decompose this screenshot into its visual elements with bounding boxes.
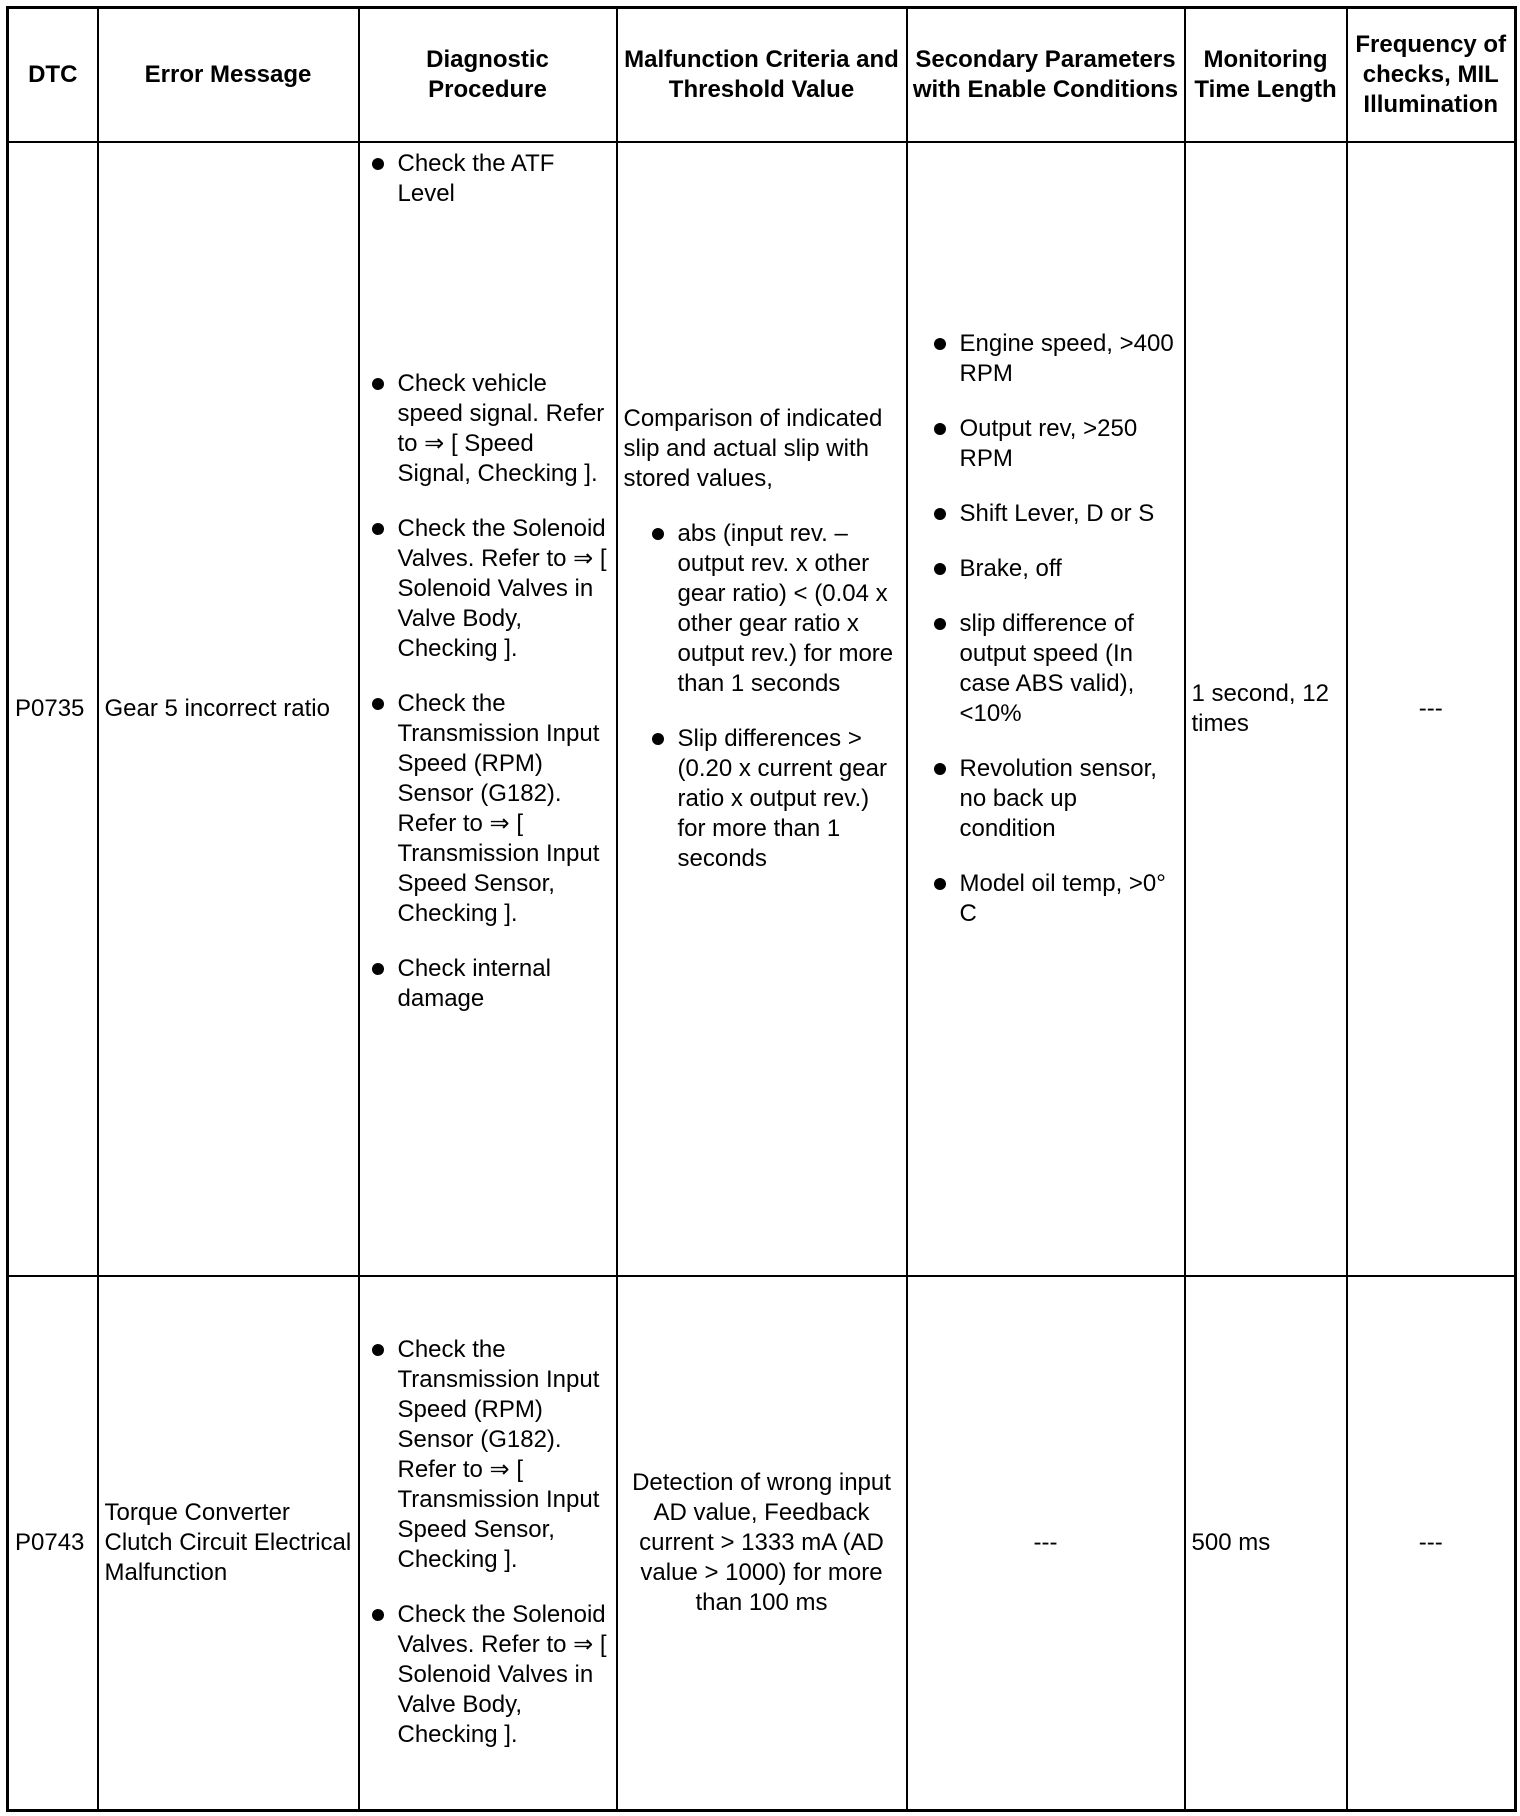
list-item: Check the Transmission Input Speed (RPM) Sensor (G182). Refer to ⇒ [ Transmission Input Speed Sensor, Checking ]. — [366, 1335, 610, 1575]
table-row — [8, 1276, 1516, 1811]
error-message: Gear 5 incorrect ratio — [98, 142, 359, 1276]
diagnostic-procedure — [359, 1276, 617, 1811]
list-item: Shift Lever, D or S — [928, 499, 1178, 529]
list-item: Check the Transmission Input Speed (RPM) Sensor (G182). Refer to ⇒ [ Transmission Input Speed Sensor, Checking ]. — [366, 689, 610, 929]
monitoring-time: 500 ms — [1185, 1276, 1347, 1811]
header-secondary-parameters: Secondary Parameters with Enable Conditions — [907, 8, 1185, 142]
dtc-table — [6, 6, 1517, 1812]
secondary-parameters: --- — [907, 1276, 1185, 1811]
header-row — [8, 8, 1516, 142]
secondary-parameters — [907, 142, 1185, 1276]
list-item: Output rev, >250 RPM — [928, 414, 1178, 474]
dtc-code: P0735 — [8, 142, 98, 1276]
list-item: Slip differences > (0.20 x current gear ratio x output rev.) for more than 1 seconds — [638, 724, 900, 874]
list-item: Check vehicle speed signal. Refer to ⇒ [ Speed Signal, Checking ]. — [366, 369, 610, 489]
error-message: Torque Converter Clutch Circuit Electrical Malfunction — [98, 1276, 359, 1811]
dtc-code: P0743 — [8, 1276, 98, 1811]
criteria-list — [638, 519, 900, 874]
procedure-list — [366, 149, 610, 1014]
list-item: Model oil temp, >0° C — [928, 869, 1178, 929]
header-monitoring-time: Monitoring Time Length — [1185, 8, 1347, 142]
frequency: --- — [1347, 142, 1516, 1276]
list-item: Engine speed, >400 RPM — [928, 329, 1178, 389]
secondary-list — [918, 329, 1178, 929]
list-item: Check the ATF Level — [366, 149, 610, 209]
header-malfunction-criteria: Malfunction Criteria and Threshold Value — [617, 8, 907, 142]
header-dtc: DTC — [8, 8, 98, 142]
list-item: abs (input rev. – output rev. x other gear ratio) < (0.04 x other gear ratio x output rev.) for more than 1 seconds — [638, 519, 900, 699]
criteria-intro: Comparison of indicated slip and actual slip with stored values, — [623, 404, 883, 492]
list-item: Brake, off — [928, 554, 1178, 584]
diagnostic-procedure — [359, 142, 617, 1276]
monitoring-time: 1 second, 12 times — [1185, 142, 1347, 1276]
list-item: Check the Solenoid Valves. Refer to ⇒ [ Solenoid Valves in Valve Body, Checking ]. — [366, 514, 610, 664]
procedure-list — [366, 1335, 610, 1750]
header-frequency: Frequency of checks, MIL Illumination — [1347, 8, 1516, 142]
list-item: Check internal damage — [366, 954, 610, 1014]
header-error-message: Error Message — [98, 8, 359, 142]
malfunction-criteria — [617, 142, 907, 1276]
table-row — [8, 142, 1516, 1276]
list-item: Check the Solenoid Valves. Refer to ⇒ [ Solenoid Valves in Valve Body, Checking ]. — [366, 1600, 610, 1750]
list-item: Revolution sensor, no back up condition — [928, 754, 1178, 844]
frequency: --- — [1347, 1276, 1516, 1811]
list-item: slip difference of output speed (In case ABS valid), <10% — [928, 609, 1178, 729]
malfunction-criteria: Detection of wrong input AD value, Feedback current > 1333 mA (AD value > 1000) for more than 100 ms — [617, 1276, 907, 1811]
header-diagnostic-procedure: Diagnostic Procedure — [359, 8, 617, 142]
